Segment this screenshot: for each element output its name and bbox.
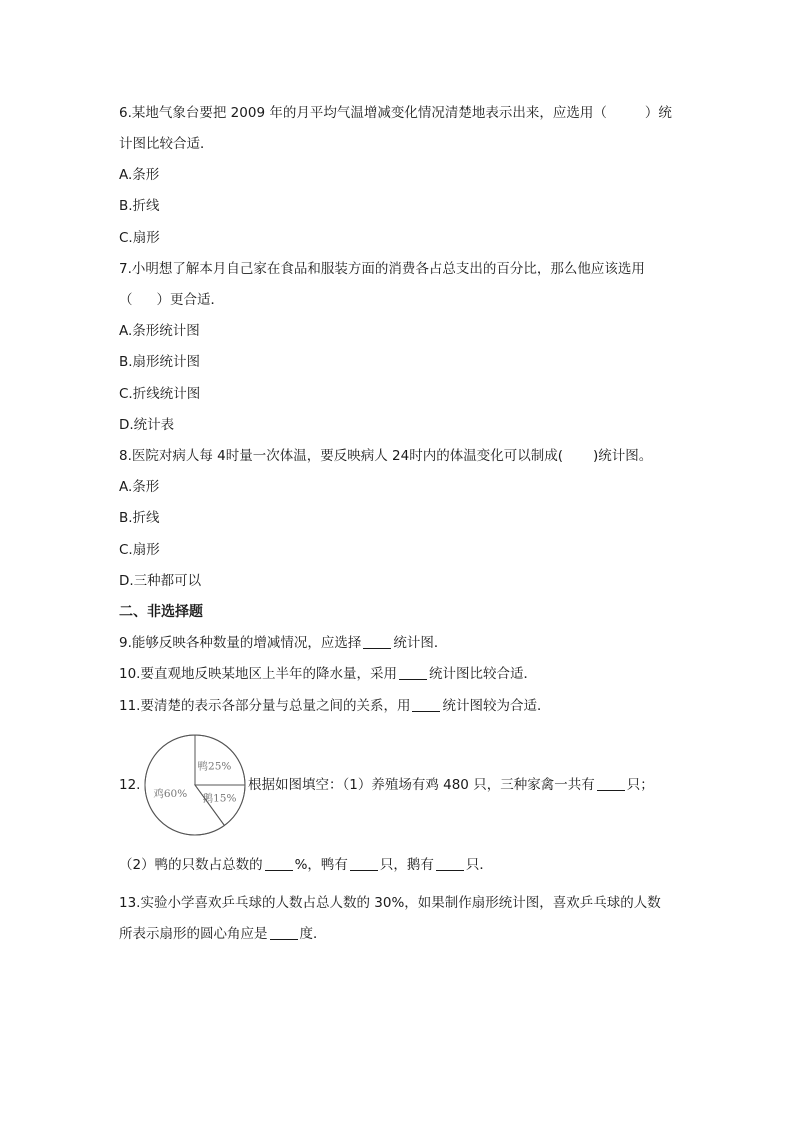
q11-line	[119, 696, 550, 716]
q7-option-d: D.统计表	[119, 417, 175, 433]
q7-option-c: C.折线统计图	[119, 386, 201, 402]
q6-line1	[119, 103, 672, 123]
q6-option-b: B.折线	[119, 198, 160, 214]
q6-line2: 计图比较合适．	[119, 136, 214, 152]
q10-blank[interactable]	[399, 665, 427, 680]
q11-text-a: 11.要清楚的表示各部分量与总量之间的关系，用	[119, 698, 411, 714]
q8-option-b: B.折线	[119, 510, 160, 526]
q12-line2-a: （2）鸭的只数占总数的	[119, 857, 263, 873]
q12-blank-goose[interactable]	[436, 856, 464, 871]
q11-text-b: 统计图较为合适．	[442, 698, 551, 714]
q7-text-b: ）更合适．	[156, 292, 224, 308]
pie-svg	[143, 733, 247, 837]
pie-label-1: 鹅15%	[202, 792, 237, 805]
q7-line1: 7.小明想了解本月自己家在食品和服装方面的消费各占总支出的百分比，那么他应该选用	[119, 261, 645, 277]
q12-text-b: 只；	[626, 777, 654, 793]
poultry-pie-chart	[143, 733, 247, 837]
q13-blank[interactable]	[270, 925, 298, 940]
q12-blank-percent[interactable]	[265, 856, 293, 871]
q12-line2-d: 只．	[465, 857, 493, 873]
q12-blank-duck[interactable]	[350, 856, 378, 871]
q13-line1: 13.实验小学喜欢乒乓球的人数占总人数的 30%，如果制作扇形统计图，喜欢乒乓球的人数	[119, 895, 661, 911]
q13-text-b: 度．	[299, 926, 327, 942]
pie-label-0: 鸭25%	[197, 760, 232, 773]
q9-blank[interactable]	[363, 634, 391, 649]
q11-blank[interactable]	[412, 697, 440, 712]
q12-line2-c: 只，鹅有	[379, 857, 434, 873]
q9-line	[119, 633, 447, 653]
q6-option-c: C.扇形	[119, 230, 160, 246]
q12-text-a: 根据如图填空：（1）养殖场有鸡 480 只，三种家禽一共有	[248, 777, 595, 793]
q10-text-b: 统计图比较合适．	[428, 666, 537, 682]
q6-text-a: 6.某地气象台要把 2009 年的月平均气温增减变化情况清楚地表示出来，应选用（	[119, 105, 607, 121]
q6-option-a: A.条形	[119, 167, 160, 183]
q8-option-a: A.条形	[119, 479, 160, 495]
q7-option-b: B.扇形统计图	[119, 354, 201, 370]
q9-text-b: 统计图．	[393, 635, 448, 651]
q9-text-a: 9.能够反映各种数量的增减情况，应选择	[119, 635, 362, 651]
section-heading: 二、非选择题	[119, 604, 203, 620]
q12-line2	[119, 855, 493, 875]
q8-line1	[119, 446, 652, 466]
q6-text-b: ）统	[644, 105, 672, 121]
q12-line2-b: %，鸭有	[294, 857, 348, 873]
q7-option-a: A.条形统计图	[119, 323, 200, 339]
q10-line	[119, 664, 537, 684]
q8-text-a: 8.医院对病人每 4时量一次体温，要反映病人 24时内的体温变化可以制成(	[119, 448, 563, 464]
q12-blank-total[interactable]	[597, 776, 625, 791]
q10-text-a: 10.要直观地反映某地区上半年的降水量，采用	[119, 666, 397, 682]
q7-paren-open: （	[119, 292, 133, 308]
q8-option-c: C.扇形	[119, 542, 160, 558]
q8-option-d: D.三种都可以	[119, 573, 202, 589]
q7-line2	[119, 290, 224, 310]
q8-text-b: )统计图。	[593, 448, 653, 464]
q12-number: 12.	[119, 777, 141, 793]
q12-line1	[248, 775, 654, 795]
q13-text-a: 所表示扇形的圆心角应是	[119, 926, 268, 942]
q13-line2	[119, 924, 327, 944]
pie-label-2: 鸡60%	[153, 788, 188, 801]
